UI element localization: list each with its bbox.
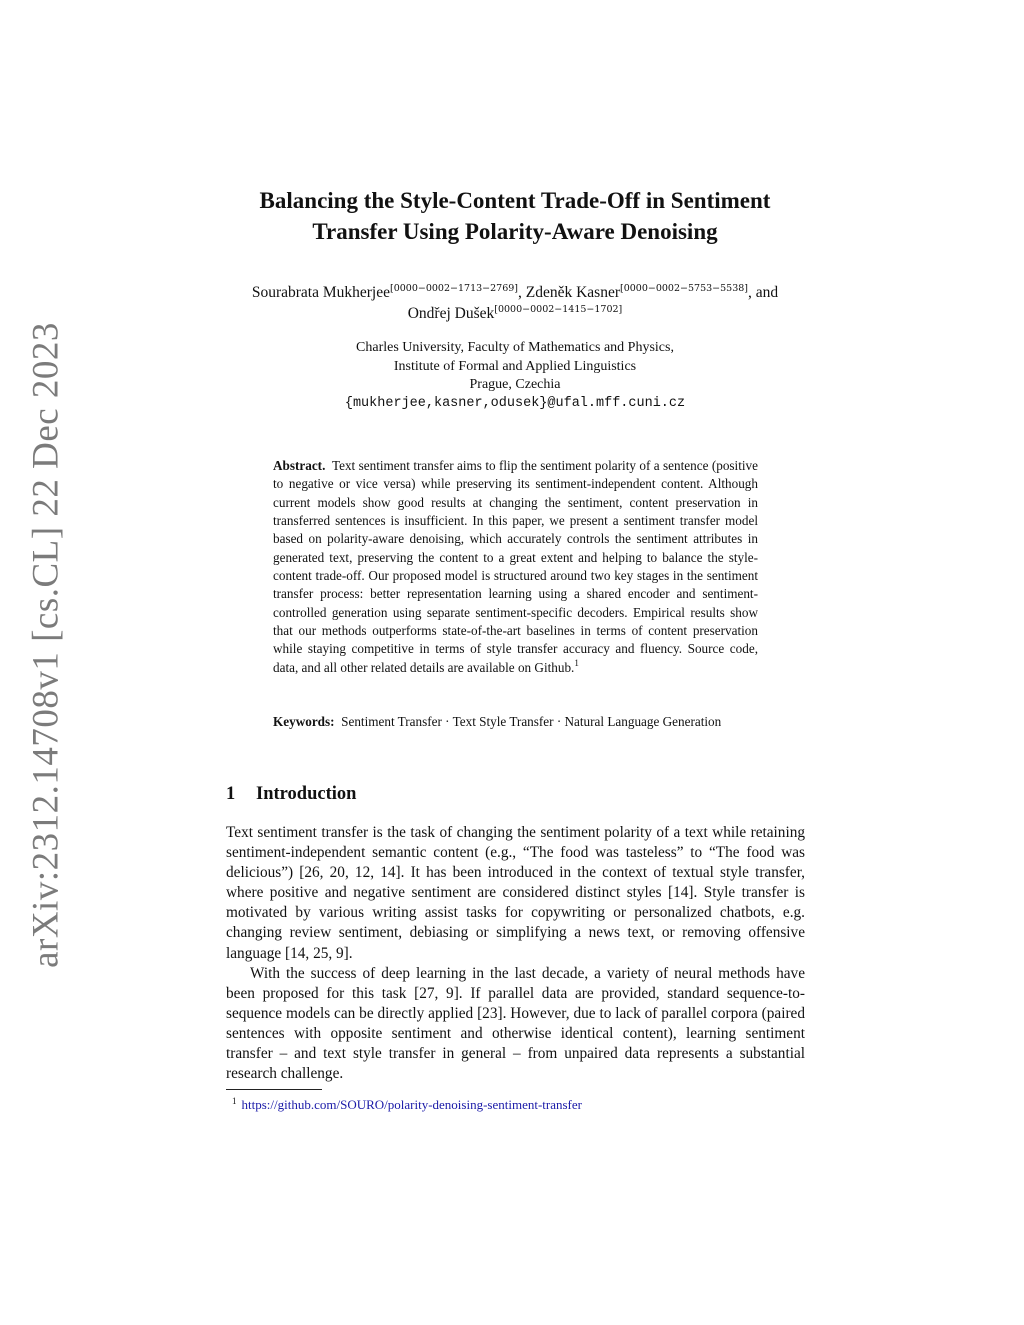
author-name: Zdeněk Kasner xyxy=(525,284,620,301)
affiliation xyxy=(250,339,780,413)
arxiv-identifier-stamp: arXiv:2312.14708v1 [cs.CL] 22 Dec 2023 xyxy=(25,322,67,968)
paragraph: With the success of deep learning in the last decade, a variety of neural methods have been proposed for this task [27, 9]. If parallel data are provided, standard sequence-to-sequence models can be directly applied [23]. However, due to lack of parallel corpora (paired sentences with opposite sentiment and otherwise identical content), learning sentiment transfer – and text style transfer in general – from unpaired data represents a substantial research challenge. xyxy=(226,964,805,1083)
author-orcid: [0000−0002−1415−1702] xyxy=(494,304,623,315)
title-line-2: Transfer Using Polarity-Aware Denoising xyxy=(312,219,718,244)
affiliation-line: Prague, Czechia xyxy=(469,377,561,392)
keywords-text: Sentiment Transfer · Text Style Transfer · Natural Language Generation xyxy=(341,714,722,729)
footnote xyxy=(232,1096,582,1113)
author-line-1 xyxy=(190,282,840,303)
footnote-mark: 1 xyxy=(232,1096,237,1106)
author-separator: , xyxy=(518,284,526,301)
abstract-label: Abstract. xyxy=(273,458,326,473)
author-emails: {mukherjee,kasner,odusek}@ufal.mff.cuni.cz xyxy=(344,395,686,411)
paragraph: Text sentiment transfer is the task of changing the sentiment polarity of a text while retaining sentiment-independent semantic content (e.g., “The food was tasteless” to “The food was delicious”) [26, 20, 12, 14]. It has been introduced in the context of textual style transfer, where positive and negative sentiment are considered distinct styles [14]. Style transfer is motivated by various writing assist tasks for copywriting or personalized chatbots, e.g. changing review sentiment, debiasing or simplifying a news text, or removing offensive language [14, 25, 9]. xyxy=(226,824,805,962)
author-name: Sourabrata Mukherjee xyxy=(251,284,390,301)
title-line-1: Balancing the Style-Content Trade-Off in Sentiment xyxy=(259,188,771,213)
footnote-reference[interactable]: 1 xyxy=(574,657,579,668)
paper-title xyxy=(200,185,830,247)
introduction-body xyxy=(226,823,805,1084)
footnote-divider xyxy=(226,1089,322,1090)
author-name: Ondřej Dušek xyxy=(407,305,495,322)
section-number: 1 xyxy=(226,784,236,804)
affiliation-line: Charles University, Faculty of Mathematics and Physics, xyxy=(356,340,674,355)
github-link[interactable]: https://github.com/SOURO/polarity-denoising-sentiment-transfer xyxy=(241,1097,582,1112)
section-heading xyxy=(226,782,356,806)
abstract xyxy=(273,457,758,677)
keywords xyxy=(273,713,758,731)
author-line-2 xyxy=(190,303,840,324)
affiliation-line: Institute of Formal and Applied Linguistics xyxy=(393,358,637,374)
author-orcid: [0000−0002−1713−2769] xyxy=(390,283,518,294)
abstract-text: Text sentiment transfer aims to flip the sentiment polarity of a sentence (positive to negative or vice versa) while preserving its sentiment-independent content. Although current models show good results at changing the sentiment, content preservation in transferred sentences is insufficient. In this paper, we present a sentiment transfer model based on polarity-aware denoising, which accurately controls the sentiment attributes in generated text, preserving the content to a great extent and helping to balance the style-content trade-off. Our proposed model is structured around two key stages in the sentiment transfer process: better representation learning using a shared encoder and sentiment-controlled generation using separate sentiment-specific decoders. Empirical results show that our methods outperforms state-of-the-art baselines in terms of content preservation while staying competitive in terms of style transfer accuracy and fluency. Source code, data, and all other related details are available on Github. xyxy=(273,458,758,675)
section-title: Introduction xyxy=(256,784,357,804)
author-list xyxy=(190,282,840,324)
author-orcid: [0000−0002−5753−5538] xyxy=(620,283,748,294)
author-separator: , and xyxy=(748,284,779,301)
keywords-label: Keywords: xyxy=(273,714,335,729)
